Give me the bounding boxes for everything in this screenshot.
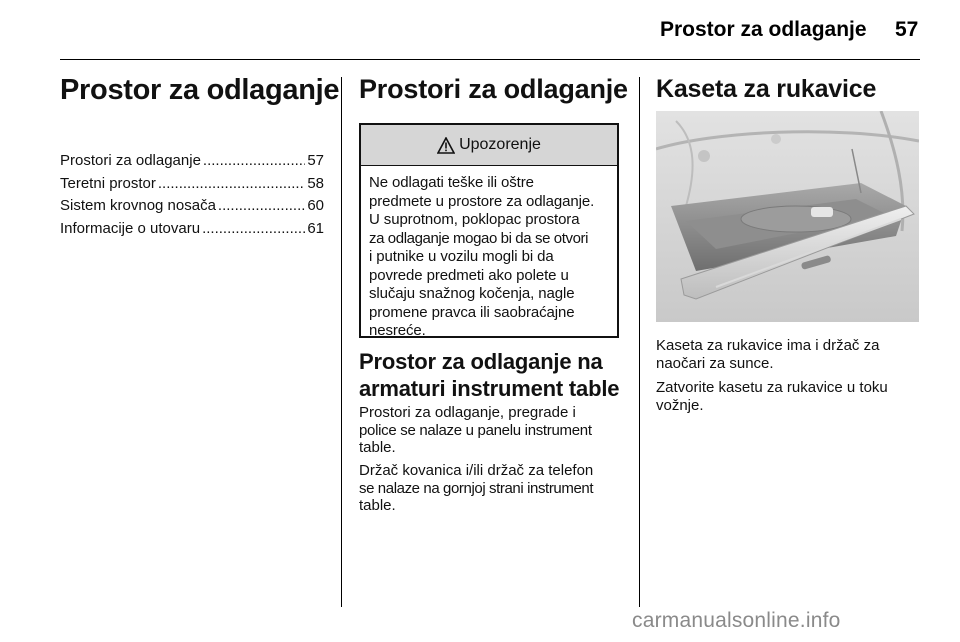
warning-line: Ne odlagati teške ili oštre (369, 174, 534, 191)
toc-leader-dots (218, 195, 305, 218)
header-divider (60, 59, 920, 60)
paragraph-line: Kaseta za rukavice ima i držač za (656, 337, 880, 354)
paragraph-line: Prostori za odlaganje, pregrade i (359, 404, 576, 421)
warning-header (361, 125, 617, 166)
paragraph-line: se nalaze na gornjoj strani instrument (359, 479, 594, 497)
section-heading: Prostori za odlaganje (359, 74, 628, 104)
paragraph-line: naočari za sunce. (656, 354, 774, 372)
paragraph-line: police se nalaze u panelu instrument (359, 421, 592, 439)
subsection-heading-line: armaturi instrument table (359, 376, 620, 401)
toc-entry[interactable] (60, 195, 324, 218)
paragraph (656, 379, 888, 414)
paragraph (359, 404, 592, 457)
chapter-toc (60, 150, 324, 240)
paragraph (359, 462, 593, 515)
toc-entry-page: 60 (307, 197, 324, 214)
warning-line: za odlaganje mogao bi da se otvori (369, 229, 589, 247)
warning-box (359, 123, 619, 338)
toc-entry-label: Informacije o utovaru (60, 219, 201, 237)
toc-entry-label: Prostori za odlaganje (60, 152, 201, 169)
paragraph-line: table. (359, 497, 396, 514)
warning-line: predmete u prostore za odlaganje. (369, 192, 595, 210)
paragraph-line: table. (359, 439, 396, 456)
warning-line: povrede predmeti ako polete u (369, 266, 569, 284)
paragraph-line: Zatvorite kasetu za rukavice u toku (656, 379, 888, 396)
toc-entry-page: 58 (307, 174, 324, 192)
watermark: carmanualsonline.info (632, 609, 841, 632)
warning-text (361, 166, 617, 341)
subsection-heading (359, 348, 619, 402)
warning-triangle-icon (437, 137, 455, 154)
running-header-title: Prostor za odlaganje (660, 18, 867, 41)
column-divider-right (639, 77, 640, 607)
subsection-heading-line: Prostor za odlaganje na (359, 349, 603, 374)
chapter-title: Prostor za odlaganje (60, 74, 340, 106)
warning-line: slučaju snažnog kočenja, nagle (369, 285, 575, 302)
toc-entry[interactable] (60, 218, 324, 241)
toc-entry[interactable] (60, 173, 324, 196)
toc-entry-page: 61 (307, 219, 324, 237)
paragraph-line: Držač kovanica i/ili držač za telefon (359, 462, 594, 479)
warning-line: U suprotnom, poklopac prostora (369, 211, 580, 228)
toc-entry-label: Sistem krovnog nosača (60, 197, 216, 214)
toc-leader-dots (202, 218, 305, 241)
warning-line: promene pravca ili saobraćajne (369, 303, 575, 321)
column-divider-left (341, 77, 342, 607)
toc-leader-dots (203, 150, 305, 173)
warning-line: nesreće. (369, 322, 426, 339)
paragraph-line: vožnje. (656, 396, 704, 414)
toc-entry-label: Teretni prostor (60, 174, 156, 192)
section-heading: Kaseta za rukavice (656, 75, 877, 103)
page-number: 57 (895, 18, 919, 41)
warning-title: Upozorenje (459, 136, 541, 153)
warning-line: i putnike u vozilu mogli bi da (369, 248, 554, 265)
toc-entry-page: 57 (307, 152, 324, 169)
paragraph (656, 337, 879, 372)
toc-entry[interactable] (60, 150, 324, 173)
toc-leader-dots (158, 173, 305, 196)
glovebox-photo (656, 111, 919, 322)
